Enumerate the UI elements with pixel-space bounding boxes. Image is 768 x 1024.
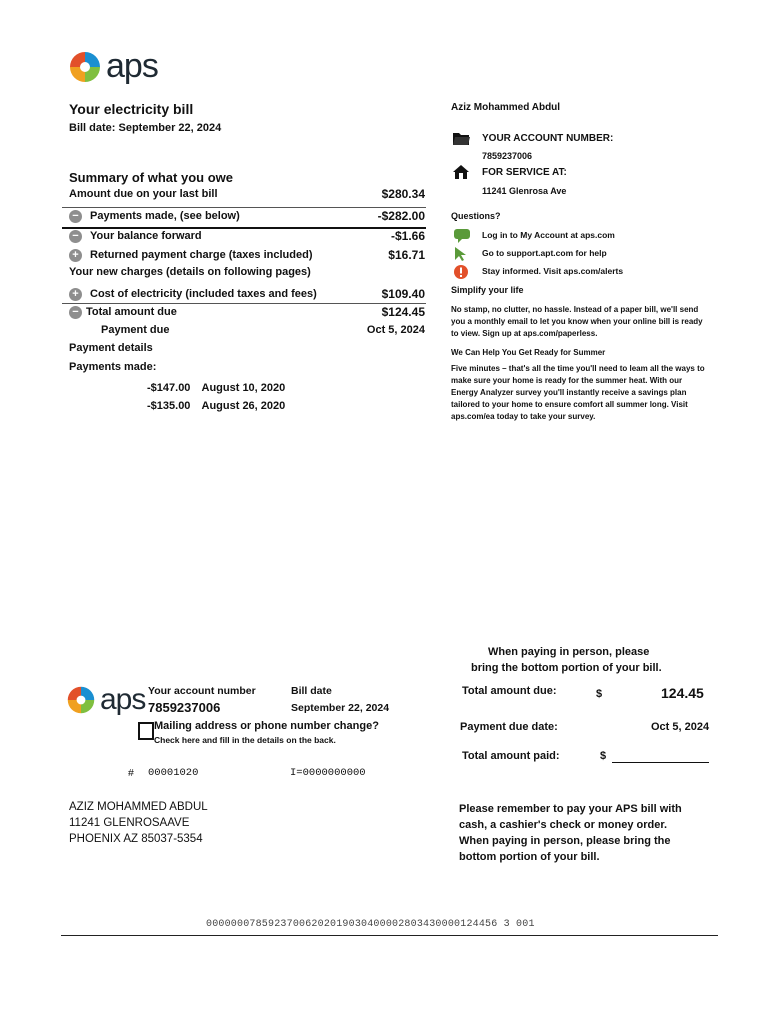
stub-total-due-label: Total amount due: [462,685,557,697]
questions-heading: Questions? [451,211,501,221]
payment-details-row [69,342,425,354]
aps-logo [68,47,158,86]
electricity-amount: $109.40 [381,287,425,301]
new-charges-row [69,266,425,278]
house-icon [452,164,470,180]
address-line: PHOENIX AZ 85037-5354 [69,833,203,845]
plus-icon: + [69,288,82,301]
stub-bill-date-label: Bill date [291,685,332,697]
returned-row [69,248,425,262]
scanline: 00000007859237006202019030400002803430000124456 3 001 [206,919,535,930]
payment-amount: -$135.00 [147,400,191,412]
payment-details-label: Payment details [69,342,153,354]
stub-due-date: Oct 5, 2024 [651,721,710,733]
last-bill-row [69,187,425,201]
total-row [69,305,425,319]
summer-heading: We Can Help You Get Ready for Summer [451,348,606,357]
last-bill-amount: $280.34 [381,187,425,201]
minus-icon: − [69,306,82,319]
plus-icon: + [69,249,82,262]
payment-amount: -$147.00 [147,382,191,394]
address-line: AZIZ MOHAMMED ABDUL [69,801,208,813]
divider [62,207,426,208]
cursor-icon [453,246,471,262]
electricity-label: Cost of electricity (included taxes and fees) [90,288,317,300]
bottom-rule [61,935,718,936]
returned-label: Returned payment charge (taxes included) [90,249,313,261]
divider [62,303,426,304]
hash-mark: # [128,767,134,779]
reminder-line: cash, a cashier's check or money order. [459,819,668,831]
mailing-change-label: Mailing address or phone number change? [154,720,379,732]
summer-body: Five minutes – that's all the time you'll need to leam all the ways to make sure your home is ready for the summer heat. With our Energy Analyzer survey you'll instantly receive a savings plan tailored to your home to ensure comfort all summer long. Visit aps.com/ea today to take your survey. [451,364,705,421]
question-item-login: Log in to My Account at aps.com [482,230,615,240]
bill-title: Your electricity bill [69,101,194,117]
amount-paid-field[interactable] [612,762,709,763]
reminder-line: When paying in person, please bring the [459,835,671,847]
stub-bill-date: September 22, 2024 [291,702,390,714]
electricity-row [69,287,425,301]
address-line: 11241 GLENROSAAVE [69,817,190,829]
aps-logo-icon [68,50,102,84]
simplify-body: No stamp, no clutter, no hassle. Instead of a paper bill, we'll send you a monthly email to let you know when your online bill is ready to view. Sign up at aps.com/paperless. [451,305,703,338]
question-item-support: Go to support.apt.com for help [482,248,607,258]
payment-list [147,379,285,415]
minus-icon: − [69,210,82,223]
aps-logo-text: aps [106,47,158,85]
stub-account-number: 7859237006 [148,700,221,715]
minus-icon: − [69,230,82,243]
folder-icon [452,130,470,146]
service-label: FOR SERVICE AT: [482,167,567,178]
stub-paid-currency: $ [600,750,607,762]
account-number: 7859237006 [482,151,533,161]
summary-heading: Summary of what you owe [69,170,233,185]
bill-date-line: Bill date: September 22, 2024 [69,122,222,134]
payment-date: August 26, 2020 [201,400,286,412]
reference-number: 00001020 [148,767,199,779]
last-bill-label: Amount due on your last bill [69,188,218,200]
due-date: Oct 5, 2024 [366,324,425,336]
customer-name: Aziz Mohammed Abdul [451,102,561,113]
stub-paid-label: Total amount paid: [462,750,560,762]
balance-row [69,229,425,243]
mailing-change-checkbox[interactable] [138,722,154,740]
in-person-line2: bring the bottom portion of your bill. [471,662,662,674]
returned-amount: $16.71 [388,248,425,262]
i-code: I=0000000000 [290,767,366,779]
aps-logo-text: aps [100,683,146,716]
question-item-alerts: Stay informed. Visit aps.com/alerts [482,266,624,276]
simplify-heading: Simplify your life [451,285,524,295]
total-amount: $124.45 [381,305,425,319]
stub-account-label: Your account number [148,685,256,697]
balance-label: Your balance forward [90,230,202,242]
payments-made-label: Payments made: [69,361,157,373]
mailing-change-sub: Check here and fill in the details on the back. [154,735,336,745]
service-address: 11241 Glenrosa Ave [482,186,567,196]
stub-reminder [459,801,682,865]
reminder-line: bottom portion of your bill. [459,851,600,863]
due-label: Payment due [101,324,170,336]
payments-label: Payments made, (see below) [90,210,240,222]
payments-row [69,209,425,223]
payment-date: August 10, 2020 [201,382,286,394]
account-label: YOUR ACCOUNT NUMBER: [482,133,614,144]
stub-aps-logo [66,683,145,717]
list-item [147,379,285,397]
payments-made-row [69,361,425,373]
aps-logo-icon [66,685,96,715]
chat-icon [453,228,471,244]
stub-due-date-label: Payment due date: [460,721,558,733]
new-charges-label: Your new charges (details on following pages) [69,266,311,278]
total-label: Total amount due [86,306,177,318]
list-item [147,397,285,415]
balance-amount: -$1.66 [390,229,425,243]
reminder-line: Please remember to pay your APS bill with [459,803,682,815]
stub-currency: $ [596,688,603,700]
due-row [69,324,425,336]
alert-icon [453,264,471,280]
payments-amount: -$282.00 [377,209,425,223]
in-person-line1: When paying in person, please [488,646,650,658]
mailing-address [69,799,208,847]
stub-total-due: 124.45 [661,685,704,701]
